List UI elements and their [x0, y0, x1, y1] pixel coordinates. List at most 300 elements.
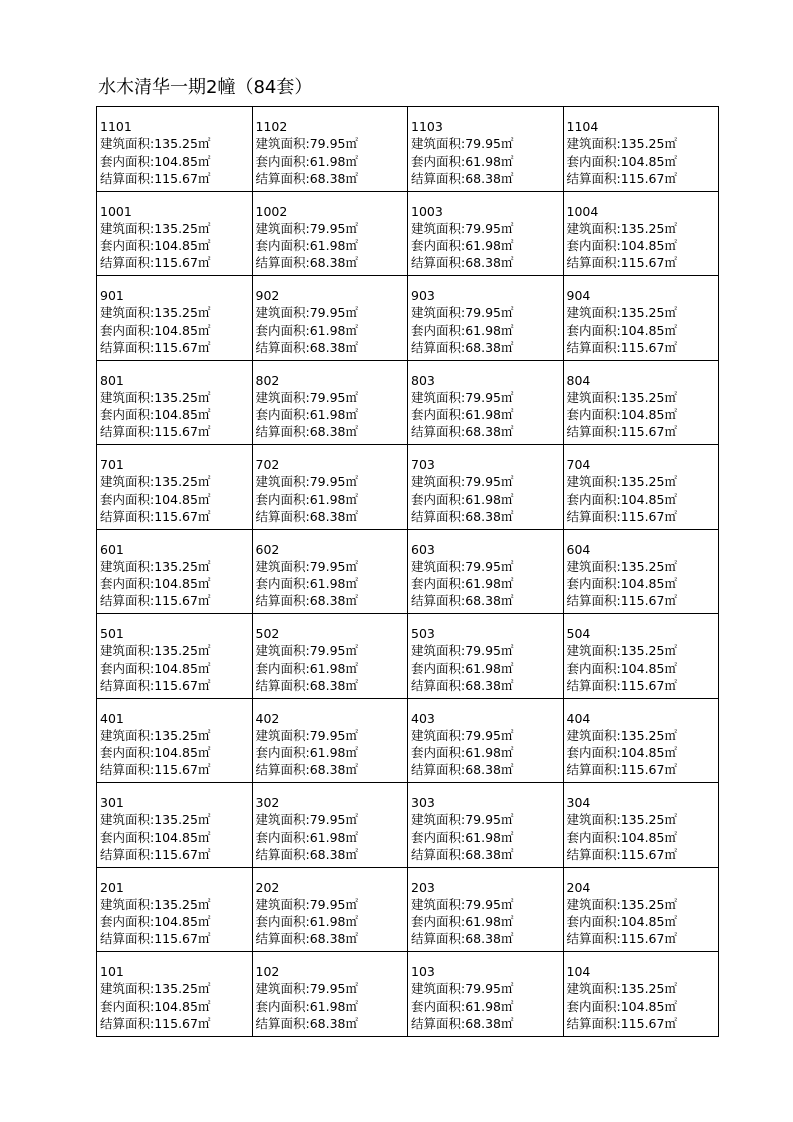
settlement-area-label: 结算面积:	[411, 762, 466, 778]
settlement-area-line	[411, 423, 563, 440]
unit-cell	[408, 614, 564, 699]
inner-area-label: 套内面积:	[566, 407, 621, 423]
building-area-line	[411, 135, 563, 152]
inner-area-value: 61.98㎡	[465, 576, 514, 592]
inner-area-label: 套内面积:	[566, 998, 621, 1014]
table-row	[97, 360, 719, 445]
building-area-value: 135.25㎡	[154, 389, 211, 405]
room-number: 803	[411, 372, 435, 388]
table-row	[97, 529, 719, 614]
settlement-area-value: 68.38㎡	[465, 677, 514, 693]
building-area-value: 135.25㎡	[620, 220, 677, 236]
unit-cell	[252, 614, 408, 699]
building-area-value: 135.25㎡	[154, 136, 211, 152]
inner-area-label: 套内面积:	[255, 322, 310, 338]
settlement-area-label: 结算面积:	[411, 931, 466, 947]
building-area-line	[256, 304, 408, 321]
building-area-value: 135.25㎡	[154, 812, 211, 828]
unit-cell	[97, 191, 253, 276]
inner-area-line	[256, 913, 408, 930]
inner-area-label: 套内面积:	[411, 998, 466, 1014]
inner-area-line	[256, 998, 408, 1015]
inner-area-label: 套内面积:	[255, 576, 310, 592]
settlement-area-value: 115.67㎡	[620, 170, 677, 186]
inner-area-label: 套内面积:	[255, 407, 310, 423]
building-area-value: 135.25㎡	[620, 558, 677, 574]
settlement-area-value: 115.67㎡	[154, 255, 211, 271]
building-area-value: 79.95㎡	[465, 305, 514, 321]
unit-cell	[252, 529, 408, 614]
settlement-area-line	[411, 930, 563, 947]
inner-area-value: 61.98㎡	[465, 238, 514, 254]
building-area-label: 建筑面积:	[255, 305, 310, 321]
settlement-area-line	[100, 1015, 252, 1032]
unit-cell	[97, 867, 253, 952]
unit-cell	[563, 360, 719, 445]
inner-area-value: 104.85㎡	[620, 829, 677, 845]
settlement-area-label: 结算面积:	[411, 255, 466, 271]
unit-cell	[252, 867, 408, 952]
room-number: 1103	[411, 119, 443, 134]
unit-info	[408, 445, 563, 525]
settlement-area-value: 68.38㎡	[309, 677, 359, 693]
building-area-label: 建筑面积:	[255, 981, 310, 997]
unit-info	[408, 107, 563, 187]
building-area-value: 135.25㎡	[154, 727, 211, 743]
room-number: 301	[100, 795, 124, 810]
unit-info	[564, 445, 719, 525]
inner-area-label: 套内面积:	[411, 914, 466, 930]
building-area-label: 建筑面积:	[566, 727, 621, 743]
building-area-value: 79.95㎡	[465, 896, 514, 912]
settlement-area-value: 68.38㎡	[309, 255, 359, 271]
inner-area-line	[411, 406, 563, 423]
unit-cell	[252, 107, 408, 192]
settlement-area-line	[567, 508, 719, 525]
inner-area-value: 61.98㎡	[309, 914, 359, 930]
building-area-line	[411, 811, 563, 828]
inner-area-label: 套内面积:	[255, 153, 310, 169]
inner-area-line	[100, 575, 252, 592]
unit-info	[564, 783, 719, 863]
building-area-line	[100, 980, 252, 997]
settlement-area-line	[567, 1015, 719, 1032]
settlement-area-value: 68.38㎡	[465, 424, 514, 440]
building-area-value: 135.25㎡	[620, 474, 677, 490]
inner-area-line	[256, 829, 408, 846]
inner-area-value: 104.85㎡	[154, 322, 211, 338]
settlement-area-line	[100, 339, 252, 356]
building-area-line	[100, 220, 252, 237]
unit-info	[408, 699, 563, 779]
building-area-label: 建筑面积:	[411, 896, 466, 912]
room-number: 202	[255, 879, 280, 895]
settlement-area-line	[567, 170, 719, 187]
inner-area-value: 61.98㎡	[309, 153, 359, 169]
settlement-area-line	[100, 761, 252, 778]
inner-area-label: 套内面积:	[100, 998, 155, 1014]
building-area-value: 135.25㎡	[154, 896, 211, 912]
room-number: 601	[100, 541, 124, 557]
inner-area-label: 套内面积:	[411, 829, 466, 845]
inner-area-line	[567, 406, 719, 423]
building-area-label: 建筑面积:	[411, 305, 466, 321]
inner-area-label: 套内面积:	[255, 829, 310, 845]
settlement-area-label: 结算面积:	[566, 255, 621, 271]
inner-area-label: 套内面积:	[255, 998, 310, 1014]
inner-area-label: 套内面积:	[411, 576, 466, 592]
building-area-line	[256, 558, 408, 575]
inner-area-line	[411, 744, 563, 761]
inner-area-value: 104.85㎡	[154, 998, 211, 1014]
settlement-area-line	[411, 254, 563, 271]
inner-area-line	[567, 913, 719, 930]
inner-area-label: 套内面积:	[566, 745, 621, 761]
inner-area-label: 套内面积:	[411, 407, 466, 423]
building-area-label: 建筑面积:	[255, 136, 310, 152]
building-area-label: 建筑面积:	[100, 896, 155, 912]
settlement-area-label: 结算面积:	[255, 593, 310, 609]
inner-area-label: 套内面积:	[255, 745, 310, 761]
inner-area-label: 套内面积:	[566, 238, 621, 254]
building-area-line	[100, 558, 252, 575]
unit-cell	[97, 614, 253, 699]
inner-area-value: 104.85㎡	[620, 407, 677, 423]
settlement-area-value: 115.67㎡	[620, 255, 677, 271]
building-area-label: 建筑面积:	[566, 389, 621, 405]
inner-area-value: 104.85㎡	[620, 491, 677, 507]
building-area-label: 建筑面积:	[566, 643, 621, 659]
room-number: 603	[411, 541, 435, 557]
inner-area-label: 套内面积:	[255, 914, 310, 930]
building-area-value: 79.95㎡	[309, 896, 359, 912]
building-area-line	[100, 473, 252, 490]
building-area-label: 建筑面积:	[411, 558, 466, 574]
settlement-area-line	[256, 677, 408, 694]
inner-area-line	[100, 491, 252, 508]
settlement-area-label: 结算面积:	[566, 339, 621, 355]
inner-area-line	[567, 744, 719, 761]
building-area-line	[567, 558, 719, 575]
settlement-area-line	[567, 677, 719, 694]
settlement-area-line	[411, 508, 563, 525]
inner-area-line	[567, 829, 719, 846]
settlement-area-value: 115.67㎡	[620, 931, 677, 947]
settlement-area-label: 结算面积:	[100, 846, 155, 862]
unit-cell	[252, 952, 408, 1037]
building-area-line	[567, 980, 719, 997]
building-area-line	[256, 727, 408, 744]
room-number: 502	[255, 626, 280, 641]
settlement-area-line	[411, 170, 563, 187]
inner-area-label: 套内面积:	[411, 322, 466, 338]
inner-area-label: 套内面积:	[566, 491, 621, 507]
inner-area-value: 104.85㎡	[154, 745, 211, 761]
inner-area-label: 套内面积:	[100, 407, 155, 423]
building-area-line	[100, 642, 252, 659]
unit-cell	[97, 529, 253, 614]
unit-info	[564, 361, 719, 441]
unit-cell	[563, 783, 719, 868]
settlement-area-line	[100, 846, 252, 863]
room-number: 201	[100, 879, 124, 895]
inner-area-line	[256, 744, 408, 761]
inner-area-value: 104.85㎡	[620, 660, 677, 676]
building-area-line	[567, 220, 719, 237]
settlement-area-line	[100, 592, 252, 609]
settlement-area-value: 68.38㎡	[309, 339, 359, 355]
unit-cell	[252, 191, 408, 276]
settlement-area-line	[256, 592, 408, 609]
settlement-area-line	[567, 846, 719, 863]
settlement-area-value: 68.38㎡	[309, 593, 359, 609]
settlement-area-label: 结算面积:	[411, 1015, 466, 1031]
settlement-area-value: 68.38㎡	[309, 508, 359, 524]
inner-area-value: 104.85㎡	[154, 914, 211, 930]
inner-area-line	[100, 660, 252, 677]
unit-cell	[408, 107, 564, 192]
unit-cell	[408, 952, 564, 1037]
settlement-area-label: 结算面积:	[100, 255, 155, 271]
inner-area-line	[100, 829, 252, 846]
building-area-value: 135.25㎡	[620, 812, 677, 828]
inner-area-line	[411, 237, 563, 254]
inner-area-value: 61.98㎡	[309, 238, 359, 254]
building-area-label: 建筑面积:	[566, 136, 621, 152]
unit-info	[564, 276, 719, 356]
settlement-area-line	[411, 339, 563, 356]
settlement-area-line	[567, 592, 719, 609]
settlement-area-line	[411, 1015, 563, 1032]
settlement-area-label: 结算面积:	[100, 677, 155, 693]
inner-area-value: 61.98㎡	[309, 660, 359, 676]
building-area-label: 建筑面积:	[100, 389, 155, 405]
table-row	[97, 614, 719, 699]
inner-area-value: 61.98㎡	[465, 660, 514, 676]
inner-area-value: 104.85㎡	[620, 153, 677, 169]
inner-area-value: 61.98㎡	[465, 153, 514, 169]
inner-area-value: 104.85㎡	[620, 914, 677, 930]
building-area-label: 建筑面积:	[100, 643, 155, 659]
settlement-area-value: 68.38㎡	[309, 1015, 359, 1031]
unit-info	[97, 783, 252, 863]
settlement-area-value: 68.38㎡	[309, 424, 359, 440]
settlement-area-value: 115.67㎡	[154, 424, 211, 440]
room-number: 403	[411, 710, 435, 726]
table-row	[97, 867, 719, 952]
unit-info	[253, 361, 408, 441]
room-number: 701	[100, 457, 124, 472]
building-area-label: 建筑面积:	[411, 981, 466, 997]
building-area-value: 135.25㎡	[620, 305, 677, 321]
unit-info	[97, 361, 252, 441]
room-number: 1101	[100, 119, 132, 134]
unit-info	[253, 952, 408, 1032]
building-area-label: 建筑面积:	[411, 220, 466, 236]
building-area-label: 建筑面积:	[100, 220, 155, 236]
building-area-value: 79.95㎡	[465, 812, 514, 828]
inner-area-line	[256, 406, 408, 423]
building-area-label: 建筑面积:	[411, 389, 466, 405]
unit-cell	[563, 107, 719, 192]
unit-cell	[97, 952, 253, 1037]
building-area-value: 135.25㎡	[620, 389, 677, 405]
inner-area-value: 104.85㎡	[620, 576, 677, 592]
building-area-label: 建筑面积:	[100, 727, 155, 743]
building-area-line	[100, 811, 252, 828]
unit-info	[408, 868, 563, 948]
settlement-area-label: 结算面积:	[411, 846, 466, 862]
inner-area-value: 61.98㎡	[309, 322, 359, 338]
inner-area-label: 套内面积:	[566, 322, 621, 338]
inner-area-label: 套内面积:	[100, 153, 155, 169]
inner-area-line	[100, 744, 252, 761]
unit-cell	[97, 783, 253, 868]
unit-info	[97, 107, 252, 187]
building-area-label: 建筑面积:	[100, 981, 155, 997]
building-area-line	[567, 135, 719, 152]
building-area-label: 建筑面积:	[100, 136, 155, 152]
unit-info	[408, 192, 563, 272]
settlement-area-value: 68.38㎡	[309, 846, 359, 862]
building-area-label: 建筑面积:	[100, 474, 155, 490]
unit-info	[97, 276, 252, 356]
building-area-value: 79.95㎡	[309, 643, 359, 659]
unit-cell	[97, 445, 253, 530]
room-number: 504	[566, 626, 591, 641]
inner-area-label: 套内面积:	[100, 745, 155, 761]
unit-cell	[408, 276, 564, 361]
inner-area-value: 61.98㎡	[465, 998, 514, 1014]
unit-info	[97, 192, 252, 272]
unit-cell	[252, 445, 408, 530]
settlement-area-label: 结算面积:	[255, 846, 310, 862]
building-area-line	[411, 980, 563, 997]
inner-area-label: 套内面积:	[566, 660, 621, 676]
inner-area-value: 61.98㎡	[465, 491, 514, 507]
inner-area-line	[100, 998, 252, 1015]
inner-area-value: 61.98㎡	[309, 491, 359, 507]
building-area-value: 135.25㎡	[154, 981, 211, 997]
settlement-area-label: 结算面积:	[411, 170, 466, 186]
settlement-area-label: 结算面积:	[100, 931, 155, 947]
building-area-line	[411, 558, 563, 575]
settlement-area-value: 68.38㎡	[465, 170, 514, 186]
unit-info	[408, 952, 563, 1032]
settlement-area-value: 115.67㎡	[154, 846, 211, 862]
unit-info	[253, 699, 408, 779]
settlement-area-label: 结算面积:	[100, 762, 155, 778]
building-area-value: 79.95㎡	[309, 558, 359, 574]
unit-info	[253, 530, 408, 610]
inner-area-line	[256, 237, 408, 254]
room-number: 1102	[255, 119, 288, 134]
building-area-label: 建筑面积:	[566, 558, 621, 574]
unit-info	[564, 952, 719, 1032]
settlement-area-label: 结算面积:	[566, 170, 621, 186]
settlement-area-label: 结算面积:	[100, 424, 155, 440]
building-area-value: 135.25㎡	[154, 558, 211, 574]
room-number: 1004	[566, 203, 599, 219]
building-area-label: 建筑面积:	[411, 727, 466, 743]
room-number: 902	[255, 288, 280, 303]
inner-area-line	[411, 322, 563, 339]
building-area-label: 建筑面积:	[255, 220, 310, 236]
room-number: 204	[566, 879, 591, 895]
settlement-area-value: 115.67㎡	[620, 1015, 677, 1031]
unit-cell	[97, 698, 253, 783]
inner-area-label: 套内面积:	[566, 576, 621, 592]
table-row	[97, 107, 719, 192]
building-area-value: 79.95㎡	[465, 981, 514, 997]
inner-area-line	[411, 660, 563, 677]
settlement-area-label: 结算面积:	[255, 255, 310, 271]
building-area-line	[256, 896, 408, 913]
inner-area-value: 61.98㎡	[309, 745, 359, 761]
room-number: 302	[255, 795, 280, 810]
building-area-line	[256, 135, 408, 152]
inner-area-value: 104.85㎡	[154, 660, 211, 676]
building-area-value: 135.25㎡	[620, 727, 677, 743]
settlement-area-line	[411, 677, 563, 694]
settlement-area-value: 115.67㎡	[154, 508, 211, 524]
room-number: 203	[411, 879, 435, 895]
inner-area-line	[256, 660, 408, 677]
inner-area-line	[100, 237, 252, 254]
settlement-area-value: 68.38㎡	[309, 931, 359, 947]
unit-info	[253, 614, 408, 694]
building-area-label: 建筑面积:	[411, 643, 466, 659]
room-number: 402	[255, 710, 280, 726]
settlement-area-value: 115.67㎡	[154, 1015, 211, 1031]
building-area-label: 建筑面积:	[566, 896, 621, 912]
inner-area-value: 61.98㎡	[465, 322, 514, 338]
building-area-value: 79.95㎡	[465, 727, 514, 743]
settlement-area-value: 68.38㎡	[465, 593, 514, 609]
unit-cell	[252, 783, 408, 868]
unit-info	[253, 276, 408, 356]
room-number: 303	[411, 795, 435, 810]
inner-area-line	[100, 406, 252, 423]
inner-area-line	[256, 491, 408, 508]
building-area-line	[256, 980, 408, 997]
inner-area-line	[256, 322, 408, 339]
building-area-label: 建筑面积:	[411, 136, 466, 152]
building-area-label: 建筑面积:	[566, 220, 621, 236]
inner-area-label: 套内面积:	[100, 322, 155, 338]
unit-cell	[408, 529, 564, 614]
settlement-area-line	[100, 930, 252, 947]
building-area-value: 79.95㎡	[309, 220, 359, 236]
settlement-area-line	[256, 761, 408, 778]
inner-area-line	[567, 322, 719, 339]
settlement-area-value: 68.38㎡	[465, 762, 514, 778]
building-area-label: 建筑面积:	[255, 727, 310, 743]
unit-table-body	[97, 107, 719, 1037]
building-area-line	[567, 304, 719, 321]
unit-info	[564, 530, 719, 610]
building-area-value: 135.25㎡	[154, 220, 211, 236]
inner-area-value: 104.85㎡	[620, 998, 677, 1014]
building-area-label: 建筑面积:	[255, 474, 310, 490]
inner-area-label: 套内面积:	[411, 238, 466, 254]
building-area-line	[411, 896, 563, 913]
settlement-area-line	[100, 677, 252, 694]
inner-area-label: 套内面积:	[255, 238, 310, 254]
building-area-value: 79.95㎡	[309, 812, 359, 828]
inner-area-value: 104.85㎡	[154, 407, 211, 423]
building-area-label: 建筑面积:	[411, 474, 466, 490]
